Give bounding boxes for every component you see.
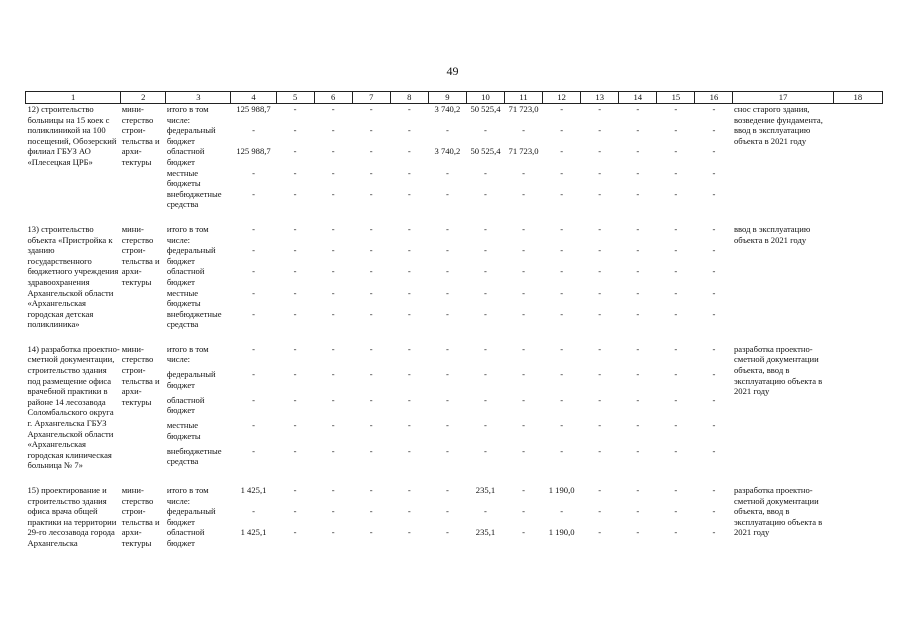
- amount-cell: -: [331, 287, 335, 298]
- amount-cell: -: [293, 369, 297, 380]
- amount-cell: -: [712, 287, 716, 298]
- amount-cell: -: [522, 188, 525, 199]
- amount-cell: -: [445, 125, 449, 136]
- amount-cell: -: [331, 146, 335, 157]
- amount-cell: -: [407, 266, 411, 277]
- amount-cell: 1 425,1: [240, 485, 267, 495]
- amount-cell: -: [560, 445, 564, 456]
- amount-cell: -: [369, 527, 373, 538]
- amount-cell: -: [560, 125, 564, 136]
- amount-cell: 50 525,4: [470, 146, 501, 157]
- amount-cell: -: [598, 223, 602, 234]
- amount-cell: -: [407, 343, 411, 354]
- amount-cell: -: [560, 506, 564, 517]
- amount-cell: -: [674, 104, 678, 114]
- amount-cell: 235,1: [475, 527, 496, 538]
- amount-cell: -: [636, 485, 640, 495]
- amount-cell: -: [331, 308, 335, 319]
- amount-cell: -: [293, 167, 297, 178]
- amount-cell: -: [484, 506, 487, 517]
- amount-cell: -: [445, 223, 449, 234]
- amount-cell: -: [636, 394, 640, 405]
- table-body: [26, 104, 883, 549]
- amount-cell: -: [598, 369, 602, 380]
- amount-cell: -: [522, 369, 525, 380]
- amount-cell: -: [293, 146, 297, 157]
- amount-cell: -: [252, 125, 255, 136]
- amount-cell: -: [369, 420, 373, 431]
- column-18-cell: [833, 344, 882, 471]
- amount-cell: -: [484, 188, 487, 199]
- amount-cell: -: [407, 445, 411, 456]
- amount-cell: -: [252, 266, 255, 277]
- amount-cell: -: [445, 308, 449, 319]
- amount-cell: -: [522, 420, 525, 431]
- amount-cell: -: [407, 188, 411, 199]
- amount-cell: -: [674, 245, 678, 256]
- amount-cell: -: [331, 188, 335, 199]
- amount-cell: -: [712, 506, 716, 517]
- amount-cell: -: [331, 506, 335, 517]
- amount-cell: -: [484, 394, 487, 405]
- funding-source: областной бюджет: [166, 527, 205, 548]
- amount-cell: -: [674, 485, 678, 495]
- amount-cell: -: [331, 223, 335, 234]
- amount-cell: -: [522, 223, 525, 234]
- amount-cell: -: [522, 308, 525, 319]
- amount-cell: -: [407, 308, 411, 319]
- amount-cell: -: [369, 146, 373, 157]
- funding-source: местные бюджеты: [166, 167, 201, 189]
- amount-cell: -: [407, 287, 411, 298]
- column-number: 15: [657, 92, 695, 104]
- amount-cell: -: [522, 394, 525, 405]
- amount-cell: -: [369, 394, 373, 405]
- amount-cell: -: [522, 343, 525, 354]
- amount-cell: -: [252, 245, 255, 256]
- column-number: 14: [619, 92, 657, 104]
- amount-cell: -: [674, 167, 678, 178]
- amount-cell: -: [522, 506, 525, 517]
- amount-cell: -: [560, 308, 564, 319]
- amount-cell: -: [560, 369, 564, 380]
- amount-cell: -: [674, 420, 678, 431]
- amount-cell: -: [407, 223, 411, 234]
- amount-cell: -: [636, 343, 640, 354]
- column-number: 6: [314, 92, 352, 104]
- project-name: 14) разработка проектно-сметной документации, строительство здания под размещение офиса врачебной практики в районе 14 лесозавода Соломбальского округа г. Архангельска ГБУЗ Архангельской области «Архангельская городская клиническая больница № 7»: [27, 343, 120, 471]
- amount-cell: -: [674, 527, 678, 538]
- row-spacer: [26, 330, 883, 344]
- column-number: 8: [390, 92, 428, 104]
- project-name: 13) строительство объекта «Пристройка к зданию государственного бюджетного учреждения здравоохранения Архангельской области «Архангельская городская детская поликлиника»: [27, 223, 119, 330]
- funding-source: внебюджетные средства: [166, 188, 222, 210]
- amount-cell: -: [522, 527, 525, 538]
- amount-cell: 1 190,0: [548, 527, 575, 538]
- amount-cell: -: [598, 188, 602, 199]
- column-18-cell: [833, 485, 882, 549]
- funding-source: федеральный бюджет: [166, 369, 216, 390]
- amount-cell: -: [369, 188, 373, 199]
- amount-cell: -: [293, 343, 297, 354]
- amount-cell: -: [636, 527, 640, 538]
- table-row: [26, 344, 883, 369]
- amount-cell: -: [636, 146, 640, 157]
- amount-cell: -: [560, 420, 564, 431]
- column-number: 5: [276, 92, 314, 104]
- amount-cell: -: [331, 394, 335, 405]
- amount-cell: -: [674, 308, 678, 319]
- amount-cell: -: [484, 343, 487, 354]
- amount-cell: -: [369, 343, 373, 354]
- column-number: 1: [26, 92, 121, 104]
- amount-cell: -: [712, 266, 716, 277]
- amount-cell: -: [445, 527, 449, 538]
- amount-cell: -: [369, 445, 373, 456]
- amount-cell: -: [674, 369, 678, 380]
- amount-cell: -: [293, 266, 297, 277]
- amount-cell: -: [369, 167, 373, 178]
- amount-cell: -: [445, 188, 449, 199]
- amount-cell: -: [636, 308, 640, 319]
- amount-cell: -: [636, 420, 640, 431]
- amount-cell: -: [484, 125, 487, 136]
- amount-cell: -: [712, 188, 716, 199]
- amount-cell: -: [712, 245, 716, 256]
- amount-cell: -: [636, 223, 640, 234]
- amount-cell: -: [522, 167, 525, 178]
- column-number: 18: [833, 92, 882, 104]
- amount-cell: 50 525,4: [470, 104, 501, 114]
- column-number-header: [26, 92, 883, 104]
- amount-cell: -: [636, 287, 640, 298]
- funding-source: федеральный бюджет: [166, 506, 216, 527]
- amount-cell: -: [331, 245, 335, 256]
- responsible-ministry: мини-стерство строи-тельства и архи-тектуры: [121, 223, 160, 287]
- amount-cell: -: [484, 445, 487, 456]
- amount-cell: -: [598, 266, 602, 277]
- column-number: 13: [581, 92, 619, 104]
- amount-cell: -: [445, 420, 449, 431]
- amount-cell: -: [407, 104, 411, 114]
- amount-cell: -: [560, 394, 564, 405]
- amount-cell: -: [674, 266, 678, 277]
- amount-cell: -: [712, 167, 716, 178]
- column-number: 3: [166, 92, 231, 104]
- amount-cell: -: [407, 167, 411, 178]
- funding-source: местные бюджеты: [166, 420, 201, 441]
- amount-cell: -: [252, 445, 255, 456]
- amount-cell: -: [407, 485, 411, 495]
- amount-cell: -: [560, 146, 564, 157]
- amount-cell: -: [522, 266, 525, 277]
- amount-cell: -: [560, 188, 564, 199]
- amount-cell: -: [407, 527, 411, 538]
- responsible-ministry: мини-стерство строи-тельства и архи-тектуры: [121, 104, 160, 167]
- funding-source: областной бюджет: [166, 266, 205, 287]
- amount-cell: -: [560, 287, 564, 298]
- amount-cell: -: [252, 188, 255, 199]
- amount-cell: -: [484, 245, 487, 256]
- amount-cell: -: [560, 223, 564, 234]
- amount-cell: -: [560, 245, 564, 256]
- amount-cell: -: [252, 506, 255, 517]
- amount-cell: -: [674, 223, 678, 234]
- column-number: 17: [733, 92, 833, 104]
- amount-cell: -: [252, 308, 255, 319]
- amount-cell: -: [598, 343, 602, 354]
- amount-cell: 1 425,1: [240, 527, 267, 538]
- column-number: 2: [121, 92, 166, 104]
- table-row: [26, 224, 883, 245]
- column-18-cell: [833, 224, 882, 330]
- amount-cell: -: [407, 146, 411, 157]
- expected-result: разработка проектно-сметной документации объекта, ввод в эксплуатацию объекта в 2021 году: [733, 343, 823, 397]
- amount-cell: -: [293, 188, 297, 199]
- amount-cell: -: [712, 369, 716, 380]
- column-number: 9: [428, 92, 466, 104]
- amount-cell: -: [712, 104, 716, 114]
- amount-cell: -: [712, 420, 716, 431]
- amount-cell: -: [674, 506, 678, 517]
- amount-cell: 71 723,0: [508, 104, 539, 114]
- amount-cell: -: [560, 104, 564, 114]
- amount-cell: -: [484, 369, 487, 380]
- amount-cell: -: [674, 343, 678, 354]
- amount-cell: -: [636, 167, 640, 178]
- funding-source: внебюджетные средства: [166, 308, 222, 330]
- amount-cell: -: [331, 485, 335, 495]
- amount-cell: -: [636, 245, 640, 256]
- amount-cell: 1 190,0: [548, 485, 575, 495]
- expected-result: ввод в эксплуатацию объекта в 2021 году: [733, 223, 811, 245]
- funding-source: внебюджетные средства: [166, 445, 222, 467]
- amount-cell: -: [293, 445, 297, 456]
- amount-cell: -: [331, 369, 335, 380]
- amount-cell: -: [369, 369, 373, 380]
- amount-cell: -: [331, 104, 335, 114]
- row-spacer: [26, 210, 883, 224]
- amount-cell: -: [445, 287, 449, 298]
- amount-cell: -: [407, 369, 411, 380]
- amount-cell: -: [674, 125, 678, 136]
- amount-cell: -: [331, 343, 335, 354]
- amount-cell: -: [598, 445, 602, 456]
- amount-cell: -: [369, 287, 373, 298]
- amount-cell: -: [369, 266, 373, 277]
- amount-cell: -: [407, 245, 411, 256]
- table-row: [26, 104, 883, 126]
- funding-source: областной бюджет: [166, 146, 205, 167]
- amount-cell: -: [598, 245, 602, 256]
- funding-source: итого в том числе:: [166, 223, 209, 245]
- amount-cell: -: [369, 125, 373, 136]
- amount-cell: -: [331, 420, 335, 431]
- amount-cell: -: [484, 266, 487, 277]
- amount-cell: -: [293, 223, 297, 234]
- table-row: [26, 485, 883, 506]
- amount-cell: -: [331, 167, 335, 178]
- amount-cell: -: [712, 394, 716, 405]
- amount-cell: -: [484, 167, 487, 178]
- amount-cell: -: [252, 369, 255, 380]
- amount-cell: -: [445, 485, 449, 495]
- amount-cell: -: [369, 308, 373, 319]
- funding-source: федеральный бюджет: [166, 245, 216, 266]
- amount-cell: -: [522, 445, 525, 456]
- amount-cell: -: [636, 125, 640, 136]
- amount-cell: 235,1: [475, 485, 496, 495]
- amount-cell: 71 723,0: [508, 146, 539, 157]
- amount-cell: -: [445, 343, 449, 354]
- amount-cell: -: [369, 223, 373, 234]
- amount-cell: -: [445, 167, 449, 178]
- amount-cell: -: [331, 527, 335, 538]
- funding-source: местные бюджеты: [166, 287, 201, 309]
- amount-cell: -: [293, 394, 297, 405]
- amount-cell: -: [484, 308, 487, 319]
- amount-cell: -: [598, 125, 602, 136]
- amount-cell: -: [712, 527, 716, 538]
- amount-cell: -: [484, 420, 487, 431]
- amount-cell: -: [712, 223, 716, 234]
- column-number: 16: [695, 92, 733, 104]
- amount-cell: -: [484, 223, 487, 234]
- funding-source: федеральный бюджет: [166, 125, 216, 146]
- amount-cell: -: [636, 266, 640, 277]
- amount-cell: -: [445, 445, 449, 456]
- responsible-ministry: мини-стерство строи-тельства и архи-тектуры: [121, 343, 160, 407]
- amount-cell: -: [293, 527, 297, 538]
- program-table: [25, 91, 883, 549]
- row-spacer: [26, 471, 883, 485]
- amount-cell: -: [712, 445, 716, 456]
- amount-cell: -: [445, 394, 449, 405]
- amount-cell: -: [445, 369, 449, 380]
- amount-cell: -: [598, 485, 602, 495]
- amount-cell: -: [331, 445, 335, 456]
- amount-cell: -: [522, 287, 525, 298]
- column-number: 10: [466, 92, 504, 104]
- amount-cell: -: [252, 420, 255, 431]
- amount-cell: -: [560, 266, 564, 277]
- amount-cell: -: [636, 369, 640, 380]
- amount-cell: -: [674, 394, 678, 405]
- amount-cell: -: [598, 104, 602, 114]
- amount-cell: -: [252, 223, 255, 234]
- amount-cell: 125 988,7: [236, 146, 271, 157]
- amount-cell: -: [712, 308, 716, 319]
- responsible-ministry: мини-стерство строи-тельства и архи-тектуры: [121, 485, 160, 548]
- amount-cell: -: [252, 287, 255, 298]
- project-name: 15) проектирование и строительство здания офиса врача общей практики на территории 29-го лесозавода города Архангельска: [27, 485, 117, 548]
- amount-cell: 3 740,2: [434, 104, 461, 114]
- funding-source: итого в том числе:: [166, 104, 209, 125]
- amount-cell: -: [598, 506, 602, 517]
- column-number: 4: [231, 92, 276, 104]
- amount-cell: -: [445, 506, 449, 517]
- amount-cell: -: [331, 266, 335, 277]
- amount-cell: -: [636, 104, 640, 114]
- amount-cell: -: [407, 125, 411, 136]
- amount-cell: -: [598, 527, 602, 538]
- expected-result: разработка проектно-сметной документации объекта, ввод в эксплуатацию объекта в 2021 году: [733, 485, 823, 538]
- column-number: 7: [352, 92, 390, 104]
- amount-cell: -: [293, 485, 297, 495]
- amount-cell: -: [674, 445, 678, 456]
- amount-cell: -: [369, 245, 373, 256]
- amount-cell: -: [636, 506, 640, 517]
- amount-cell: -: [712, 485, 716, 495]
- amount-cell: -: [369, 506, 373, 517]
- amount-cell: -: [636, 445, 640, 456]
- amount-cell: -: [407, 394, 411, 405]
- amount-cell: 125 988,7: [236, 104, 271, 114]
- amount-cell: -: [293, 420, 297, 431]
- amount-cell: -: [252, 343, 255, 354]
- funding-source: итого в том числе:: [166, 343, 209, 365]
- amount-cell: -: [598, 394, 602, 405]
- amount-cell: -: [407, 506, 411, 517]
- column-number: 11: [505, 92, 543, 104]
- amount-cell: -: [598, 308, 602, 319]
- amount-cell: -: [712, 343, 716, 354]
- amount-cell: -: [712, 146, 716, 157]
- funding-source: областной бюджет: [166, 394, 205, 416]
- amount-cell: -: [293, 308, 297, 319]
- column-18-cell: [833, 104, 882, 210]
- amount-cell: -: [445, 245, 449, 256]
- amount-cell: -: [293, 245, 297, 256]
- amount-cell: -: [674, 287, 678, 298]
- funding-source: итого в том числе:: [166, 485, 209, 506]
- amount-cell: -: [369, 485, 373, 495]
- page-number: 49: [446, 64, 459, 78]
- amount-cell: -: [522, 485, 525, 495]
- column-number: 12: [543, 92, 581, 104]
- amount-cell: -: [598, 420, 602, 431]
- amount-cell: -: [598, 167, 602, 178]
- amount-cell: -: [331, 125, 335, 136]
- amount-cell: -: [252, 394, 255, 405]
- amount-cell: -: [407, 420, 411, 431]
- amount-cell: 3 740,2: [434, 146, 461, 157]
- amount-cell: -: [560, 343, 564, 354]
- amount-cell: -: [598, 287, 602, 298]
- amount-cell: -: [674, 146, 678, 157]
- amount-cell: -: [522, 125, 525, 136]
- project-name: 12) строительство больницы на 15 коек с поликлиникой на 100 посещений, Обозерский филиал ГБУЗ АО «Плесецкая ЦРБ»: [27, 104, 117, 167]
- amount-cell: -: [560, 167, 564, 178]
- amount-cell: -: [445, 266, 449, 277]
- amount-cell: -: [293, 506, 297, 517]
- amount-cell: -: [636, 188, 640, 199]
- amount-cell: -: [293, 125, 297, 136]
- amount-cell: -: [484, 287, 487, 298]
- expected-result: снос старого здания, возведение фундамента, ввод в эксплуатацию объекта в 2021 году: [733, 104, 823, 146]
- amount-cell: -: [369, 104, 373, 114]
- amount-cell: -: [252, 167, 255, 178]
- amount-cell: -: [522, 245, 525, 256]
- amount-cell: -: [674, 188, 678, 199]
- amount-cell: -: [293, 287, 297, 298]
- amount-cell: -: [293, 104, 297, 114]
- amount-cell: -: [712, 125, 716, 136]
- amount-cell: -: [598, 146, 602, 157]
